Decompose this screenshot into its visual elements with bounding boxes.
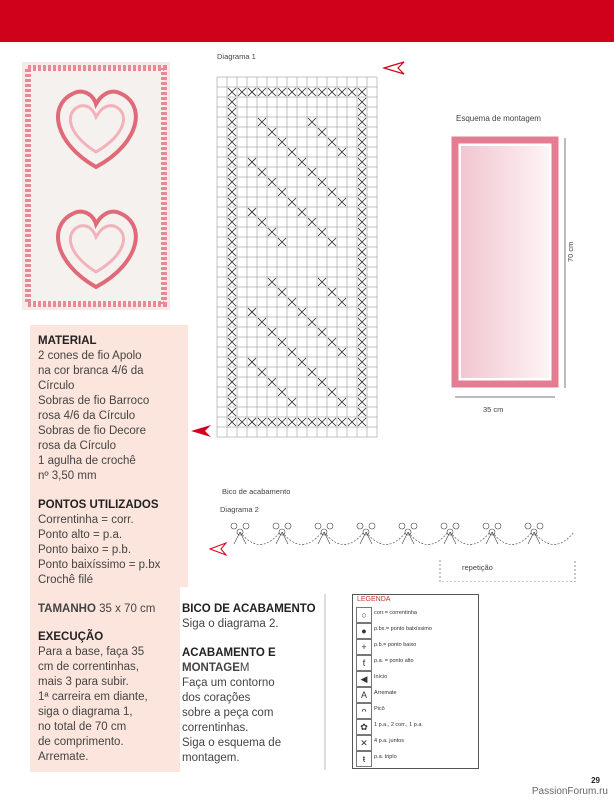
material-title: MATERIAL	[38, 335, 97, 347]
legend-text: p.bx.= ponto baixíssimo	[374, 626, 432, 632]
pontos-line: Crochê filé	[38, 574, 93, 586]
width-label: 35 cm	[483, 405, 504, 414]
diagram1-label: Diagrama 1	[217, 52, 256, 61]
acabamento-section	[182, 646, 281, 766]
width-measure-line	[455, 394, 555, 400]
repeat-label: repetição	[462, 563, 493, 572]
page-number: 29	[591, 776, 600, 785]
triple-crochet-icon: ŧ	[356, 751, 372, 767]
execucao-line: de comprimento.	[38, 736, 124, 748]
acabamento-line: Siga o esquema de	[182, 737, 282, 749]
material-line: rosa da Círculo	[38, 440, 116, 452]
legend-row	[356, 751, 474, 765]
tamanho-section	[38, 602, 155, 617]
acabamento-line: correntinhas.	[182, 722, 249, 734]
montagem-title: Esquema de montagem	[456, 114, 541, 123]
legend-row	[356, 703, 474, 717]
picot-icon: ᴖ	[356, 703, 372, 719]
execucao-line: Para a base, faça 35	[38, 646, 145, 658]
bico-title: Bico de acabamento	[222, 487, 291, 496]
execucao-line: cm de correntinhas,	[38, 661, 139, 673]
pontos-title: PONTOS UTILIZADOS	[38, 499, 159, 511]
acabamento-line: montagem.	[182, 752, 240, 764]
material-line: Sobras de fio Decore	[38, 425, 147, 437]
edging-diagram	[200, 512, 580, 582]
execucao-line: no total de 70 cm	[38, 721, 127, 733]
material-line: 1 agulha de crochê	[38, 455, 136, 467]
bico-line: Siga o diagrama 2.	[182, 618, 279, 630]
acabamento-title-2: MONTAGE	[182, 662, 240, 674]
legend-text: p.a. triplo	[374, 754, 397, 760]
start-arrow-icon	[382, 60, 406, 76]
material-line: nº 3,50 mm	[38, 470, 97, 482]
legend-text: Picô	[374, 706, 385, 712]
material-section	[38, 334, 149, 484]
legend-text: corr.= correntinha	[374, 610, 417, 616]
legend-row	[356, 671, 474, 685]
legend-row	[356, 735, 474, 749]
tamanho-title: TAMANHO	[38, 603, 96, 615]
vertical-divider	[322, 594, 328, 770]
material-line: Círculo	[38, 380, 75, 392]
assembly-diagram	[450, 134, 560, 390]
legend-row	[356, 719, 474, 733]
pontos-line: Ponto alto = p.a.	[38, 529, 123, 541]
pontos-line: Ponto baixo = p.b.	[38, 544, 132, 556]
legend-text: p.b.= ponto baixo	[374, 642, 417, 648]
tamanho-value: 35 x 70 cm	[99, 603, 156, 615]
execucao-line: Arremate.	[38, 751, 89, 763]
legend-text: p.a. = ponto alto	[374, 658, 414, 664]
legend-row	[356, 623, 474, 637]
execucao-line: siga o diagrama 1,	[38, 706, 133, 718]
legend-row	[356, 607, 474, 621]
diagram2-label: Diagrama 2	[220, 505, 259, 514]
legend-row	[356, 639, 474, 653]
header-bar	[0, 0, 614, 42]
legend-row	[356, 687, 474, 701]
legend-row	[356, 655, 474, 669]
bico-section	[182, 602, 316, 632]
legend-text: 1 p.a., 2 corr., 1 p.a.	[374, 722, 423, 728]
acabamento-line: Faça um contorno	[182, 677, 275, 689]
cluster-icon: ✿	[356, 719, 372, 735]
fasten-off-icon: A	[356, 687, 372, 703]
legend-box	[352, 594, 479, 769]
double-crochet-icon: ƭ	[356, 655, 372, 671]
pontos-section	[38, 498, 160, 588]
single-crochet-icon: +	[356, 639, 372, 655]
acabamento-title-1: ACABAMENTO E	[182, 647, 276, 659]
slip-stitch-icon: ●	[356, 623, 372, 639]
start-icon: ◀	[356, 671, 372, 687]
product-photo	[22, 62, 170, 310]
filet-chart-grid	[216, 76, 380, 440]
acabamento-line: sobre a peça com	[182, 707, 274, 719]
bico-section-title: BICO DE ACABAMENTO	[182, 603, 316, 615]
material-line: 2 cones de fio Apolo	[38, 350, 142, 362]
legend-text: Início	[374, 674, 388, 680]
material-line: Sobras de fio Barroco	[38, 395, 150, 407]
material-line: na cor branca 4/6 da	[38, 365, 144, 377]
pontos-line: Ponto baixíssimo = p.bx	[38, 559, 161, 571]
pontos-line: Correntinha = corr.	[38, 514, 134, 526]
chain-icon: ○	[356, 607, 372, 623]
end-arrow-icon	[190, 424, 212, 438]
legend-text: Arremate	[374, 690, 397, 696]
execucao-line: mais 3 para subir.	[38, 676, 129, 688]
dc-together-icon: ✕	[356, 735, 372, 751]
material-line: rosa 4/6 da Círculo	[38, 410, 136, 422]
watermark: PassionForum.ru	[531, 786, 608, 797]
height-label: 70 cm	[566, 241, 575, 262]
execucao-title: EXECUÇÃO	[38, 631, 104, 643]
legend-text: 4 p.a. juntos	[374, 738, 404, 744]
legend-title: LEGENDA	[357, 596, 391, 603]
execucao-section	[38, 630, 148, 765]
height-measure-line	[560, 138, 570, 388]
acabamento-line: dos corações	[182, 692, 251, 704]
execucao-line: 1ª carreira em diante,	[38, 691, 148, 703]
acabamento-title-tail: M	[239, 662, 250, 674]
